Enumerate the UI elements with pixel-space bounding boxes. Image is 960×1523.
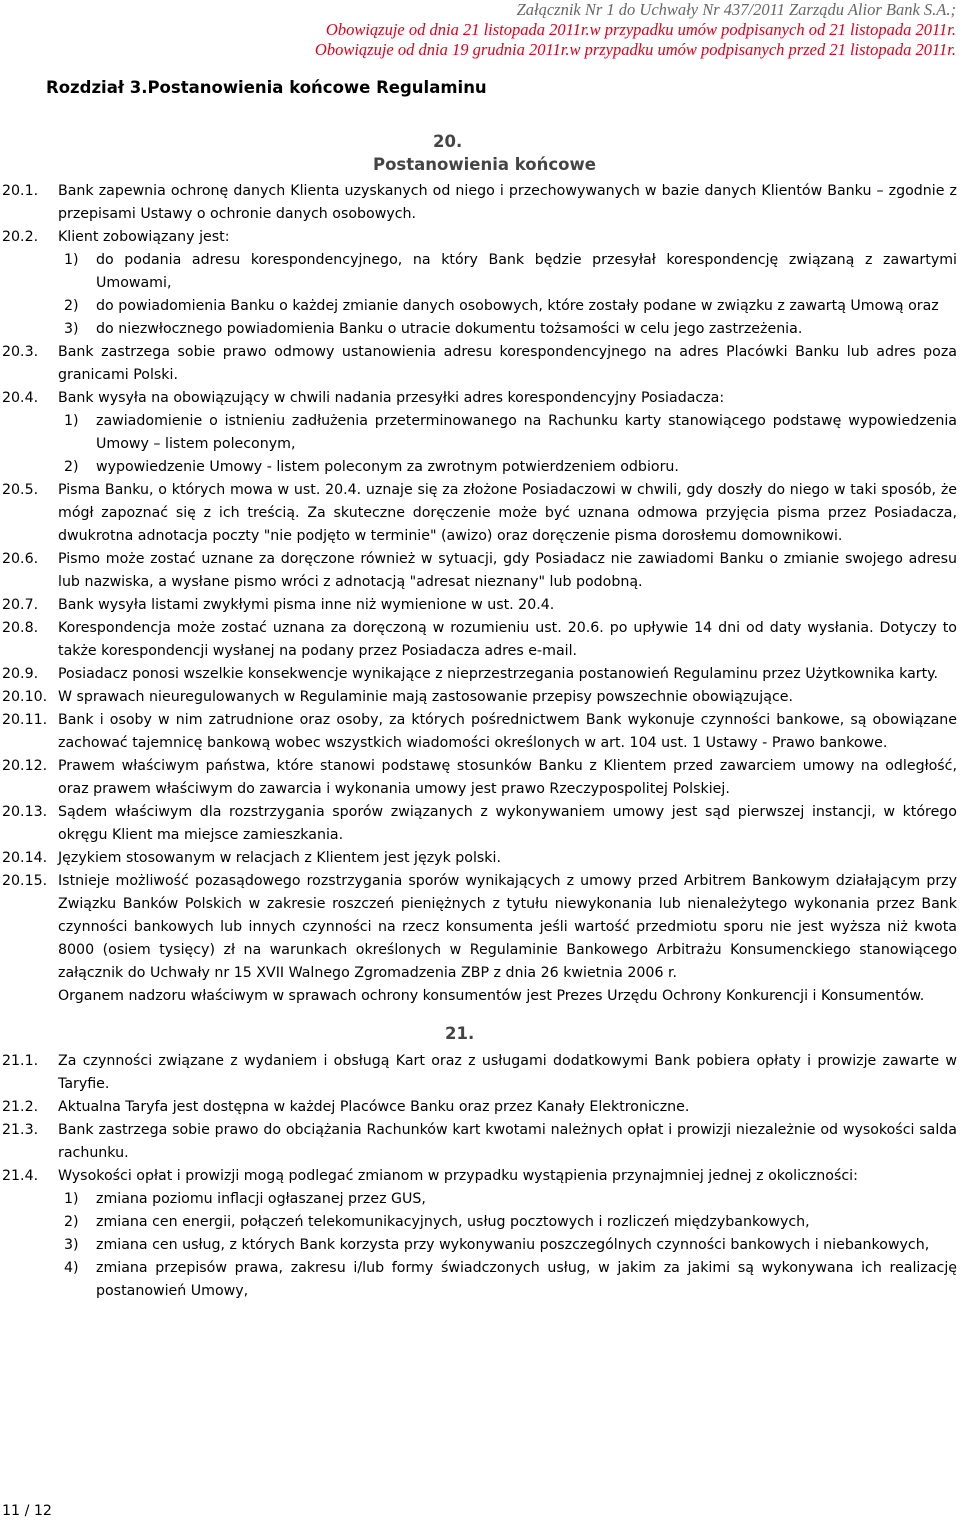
- paragraph-20-14: [0, 847, 960, 870]
- list-item: [58, 1188, 957, 1211]
- paragraph-number: 20.11.: [2, 712, 48, 728]
- chapter-title: Rozdział 3.Postanowienia końcowe Regulaminu: [46, 78, 487, 97]
- section-20-number: 20.: [433, 132, 463, 151]
- paragraph-21-2: [0, 1096, 960, 1119]
- paragraph-20-12: [0, 755, 960, 801]
- paragraph-20-4: [0, 387, 960, 479]
- list-item-text: wypowiedzenie Umowy - listem poleconym za zwrotnym potwierdzeniem odbioru.: [96, 459, 679, 475]
- list-item: [58, 249, 957, 295]
- paragraph-text: Prawem właściwym państwa, które stanowi podstawę stosunków Banku z Klientem przed zawarciem umowy na odległość, oraz prawem właściwym do zawarcia i wykonania umowy jest prawo Rzeczypospolitej Polskiej.: [58, 758, 957, 797]
- list-item: [58, 1234, 957, 1257]
- paragraph-20-10: [0, 686, 960, 709]
- paragraph-text: Bank i osoby w nim zatrudnione oraz osoby, za których pośrednictwem Bank wykonuje czynności bankowe, są obowiązane zachować tajemnicę bankową wobec wszystkich wiadomości określonych w art. 104 ust. 1 Ustawy - Prawo bankowe.: [58, 712, 957, 751]
- paragraph-21-1: [0, 1050, 960, 1096]
- paragraph-text: Bank zastrzega sobie prawo odmowy ustanowienia adresu korespondencyjnego na adres Placówki Banku lub adres poza granicami Polski.: [58, 344, 957, 383]
- paragraph-text: W sprawach nieuregulowanych w Regulaminie mają zastosowanie przepisy powszechnie obowiązujące.: [58, 689, 793, 705]
- list-item-number: 1): [64, 413, 79, 429]
- paragraph-number: 21.2.: [2, 1099, 39, 1115]
- paragraph-text: Sądem właściwym dla rozstrzygania sporów związanych z wykonywaniem umowy jest sąd pierwszej instancji, w którego okręgu Klient ma miejsce zamieszkania.: [58, 804, 957, 843]
- paragraph-20-9: [0, 663, 960, 686]
- paragraph-text: Wysokości opłat i prowizji mogą podlegać zmianom w przypadku wystąpienia przynajmniej jednej z okoliczności:: [58, 1168, 858, 1184]
- paragraph-number: 20.4.: [2, 390, 39, 406]
- paragraph-text: Korespondencja może zostać uznana za doręczoną w rozumieniu ust. 20.6. po upływie 14 dni od daty wysłania. Dotyczy to także korespondencji wysłanej na podany przez Posiadacza adres e-mail.: [58, 620, 957, 659]
- list-item-number: 3): [64, 321, 79, 337]
- paragraph-text: Bank zastrzega sobie prawo do obciążania Rachunków kart kwotami należnych opłat i prowizji niezależnie od wysokości salda rachunku.: [58, 1122, 957, 1161]
- list-item-number: 4): [64, 1260, 79, 1276]
- paragraph-number: 20.14.: [2, 850, 48, 866]
- paragraph-20-15: [0, 870, 960, 985]
- paragraph-number: 21.1.: [2, 1053, 39, 1069]
- list-item: [58, 318, 957, 341]
- list-item-text: zmiana poziomu inflacji ogłaszanej przez GUS,: [96, 1191, 426, 1207]
- paragraph-number: 20.10.: [2, 689, 48, 705]
- list-item-text: zmiana cen energii, połączeń telekomunikacyjnych, usług pocztowych i rozliczeń międzybankowych,: [96, 1214, 810, 1230]
- list-item-text: do niezwłocznego powiadomienia Banku o utracie dokumentu tożsamości w celu jego zastrzeżenia.: [96, 321, 803, 337]
- paragraph-number: 20.7.: [2, 597, 39, 613]
- list-item: [58, 456, 957, 479]
- paragraph-number: 21.4.: [2, 1168, 39, 1184]
- list-item-number: 1): [64, 1191, 79, 1207]
- list-item-text: do podania adresu korespondencyjnego, na który Bank będzie przesyłał korespondencję związaną z zawartymi Umowami,: [96, 252, 957, 291]
- paragraph-number: 20.1.: [2, 183, 39, 199]
- list-item: [58, 410, 957, 456]
- paragraph-text: Istnieje możliwość pozasądowego rozstrzygania sporów wynikających z umowy przed Arbitrem Bankowym działającym przy Związku Banków Polskich w zakresie roszczeń pieniężnych z tytułu niewykonania lub nienależytego wykonania przez Bank czynności bankowych lub innych czynności na rzecz konsumenta jeśli wartość przedmiotu sporu nie jest wyższa niż kwota 8000 (osiem tysięcy) zł na warunkach określonych w Regulaminie Bankowego Arbitrażu Konsumenckiego stanowiącego załącznik do Uchwały nr 15 XVII Walnego Zgromadzenia ZBP z dnia 26 kwietnia 2006 r.: [58, 873, 957, 981]
- document-body: [0, 180, 960, 1303]
- paragraph-text-continuation: Organem nadzoru właściwym w sprawach ochrony konsumentów jest Prezes Urzędu Ochrony Konkurencji i Konsumentów.: [58, 988, 925, 1004]
- paragraph-21-3: [0, 1119, 960, 1165]
- paragraph-text: Bank wysyła listami zwykłymi pisma inne niż wymienione w ust. 20.4.: [58, 597, 555, 613]
- paragraph-text: Pisma Banku, o których mowa w ust. 20.4. uznaje się za złożone Posiadaczowi w chwili, gdy doszły do niego w taki sposób, że mógł zapoznać się z ich treścią. Za skuteczne doręczenie może być uznana odmowa przyjęcia pisma przez Posiadacza, dwukrotna adnotacja poczty "nie podjęto w terminie" (awizo) oraz doręczenie pisma dorosłemu domownikowi.: [58, 482, 957, 544]
- paragraph-text: Pismo może zostać uznane za doręczone również w sytuacji, gdy Posiadacz nie zawiadomi Banku o zmianie swojego adresu lub nazwiska, a wysłane pismo wróci z adnotacją "adresat nieznany" lub podobną.: [58, 551, 957, 590]
- paragraph-number: 20.3.: [2, 344, 39, 360]
- paragraph-text: Językiem stosowanym w relacjach z Klientem jest język polski.: [58, 850, 501, 866]
- list-item-number: 3): [64, 1237, 79, 1253]
- paragraph-20-7: [0, 594, 960, 617]
- section-21-heading: [0, 1008, 960, 1050]
- section-20-title: Postanowienia końcowe: [373, 155, 596, 174]
- list-item: [58, 1211, 957, 1234]
- paragraph-20-11: [0, 709, 960, 755]
- paragraph-number: 20.5.: [2, 482, 39, 498]
- paragraph-20-13: [0, 801, 960, 847]
- paragraph-20-8: [0, 617, 960, 663]
- paragraph-number: 20.6.: [2, 551, 39, 567]
- list-item-text: zmiana cen usług, z których Bank korzysta przy wykonywaniu poszczególnych czynności bankowych i niebankowych,: [96, 1237, 930, 1253]
- list-item-text: zmiana przepisów prawa, zakresu i/lub formy świadczonych usług, w jakim za jakimi są wykonywana ich realizację postanowień Umowy,: [96, 1260, 957, 1299]
- list-item-text: do powiadomienia Banku o każdej zmianie danych osobowych, które zostały podane w związku z zawartą Umową oraz: [96, 298, 939, 314]
- section-21-number: 21.: [445, 1024, 475, 1043]
- list-item-text: zawiadomienie o istnieniu zadłużenia przeterminowanego na Rachunku karty stanowiącego podstawę wypowiedzenia Umowy – listem poleconym,: [96, 413, 957, 452]
- list-item-number: 1): [64, 252, 79, 268]
- list-item-number: 2): [64, 298, 79, 314]
- paragraph-20-6: [0, 548, 960, 594]
- paragraph-text: Bank wysyła na obowiązujący w chwili nadania przesyłki adres korespondencyjny Posiadacza:: [58, 390, 725, 406]
- page-number: 11 / 12: [2, 1503, 52, 1519]
- paragraph-number: 20.15.: [2, 873, 48, 889]
- paragraph-number: 20.9.: [2, 666, 39, 682]
- paragraph-text: Bank zapewnia ochronę danych Klienta uzyskanych od niego i przechowywanych w bazie danych Klientów Banku – zgodnie z przepisami Ustawy o ochronie danych osobowych.: [58, 183, 957, 222]
- paragraph-number: 21.3.: [2, 1122, 39, 1138]
- header-validity-new: Obowiązuje od dnia 21 listopada 2011r.w przypadku umów podpisanych od 21 listopada 2011r.: [325, 20, 956, 39]
- paragraph-number: 20.13.: [2, 804, 48, 820]
- paragraph-number: 20.12.: [2, 758, 48, 774]
- list-item-number: 2): [64, 1214, 79, 1230]
- header-attachment-note: Załącznik Nr 1 do Uchwały Nr 437/2011 Zarządu Alior Bank S.A.;: [516, 0, 956, 19]
- list-item-number: 2): [64, 459, 79, 475]
- paragraph-20-1: [0, 180, 960, 226]
- paragraph-text: Posiadacz ponosi wszelkie konsekwencje wynikające z nieprzestrzegania postanowień Regulaminu przez Użytkownika karty.: [58, 666, 939, 682]
- paragraph-text: Aktualna Taryfa jest dostępna w każdej Placówce Banku oraz przez Kanały Elektroniczne.: [58, 1099, 690, 1115]
- paragraph-20-2: [0, 226, 960, 341]
- paragraph-text: Za czynności związane z wydaniem i obsługą Kart oraz z usługami dodatkowymi Bank pobiera opłaty i prowizje zawarte w Taryfie.: [58, 1053, 957, 1092]
- paragraph-20-5: [0, 479, 960, 548]
- list-item: [58, 295, 957, 318]
- paragraph-20-3: [0, 341, 960, 387]
- header-validity-old: Obowiązuje od dnia 19 grudnia 2011r.w przypadku umów podpisanych przed 21 listopada 2011r.: [314, 40, 956, 59]
- paragraph-text: Klient zobowiązany jest:: [58, 229, 230, 245]
- paragraph-number: 20.8.: [2, 620, 39, 636]
- paragraph-number: 20.2.: [2, 229, 39, 245]
- list-item: [58, 1257, 957, 1303]
- paragraph-21-4: [0, 1165, 960, 1303]
